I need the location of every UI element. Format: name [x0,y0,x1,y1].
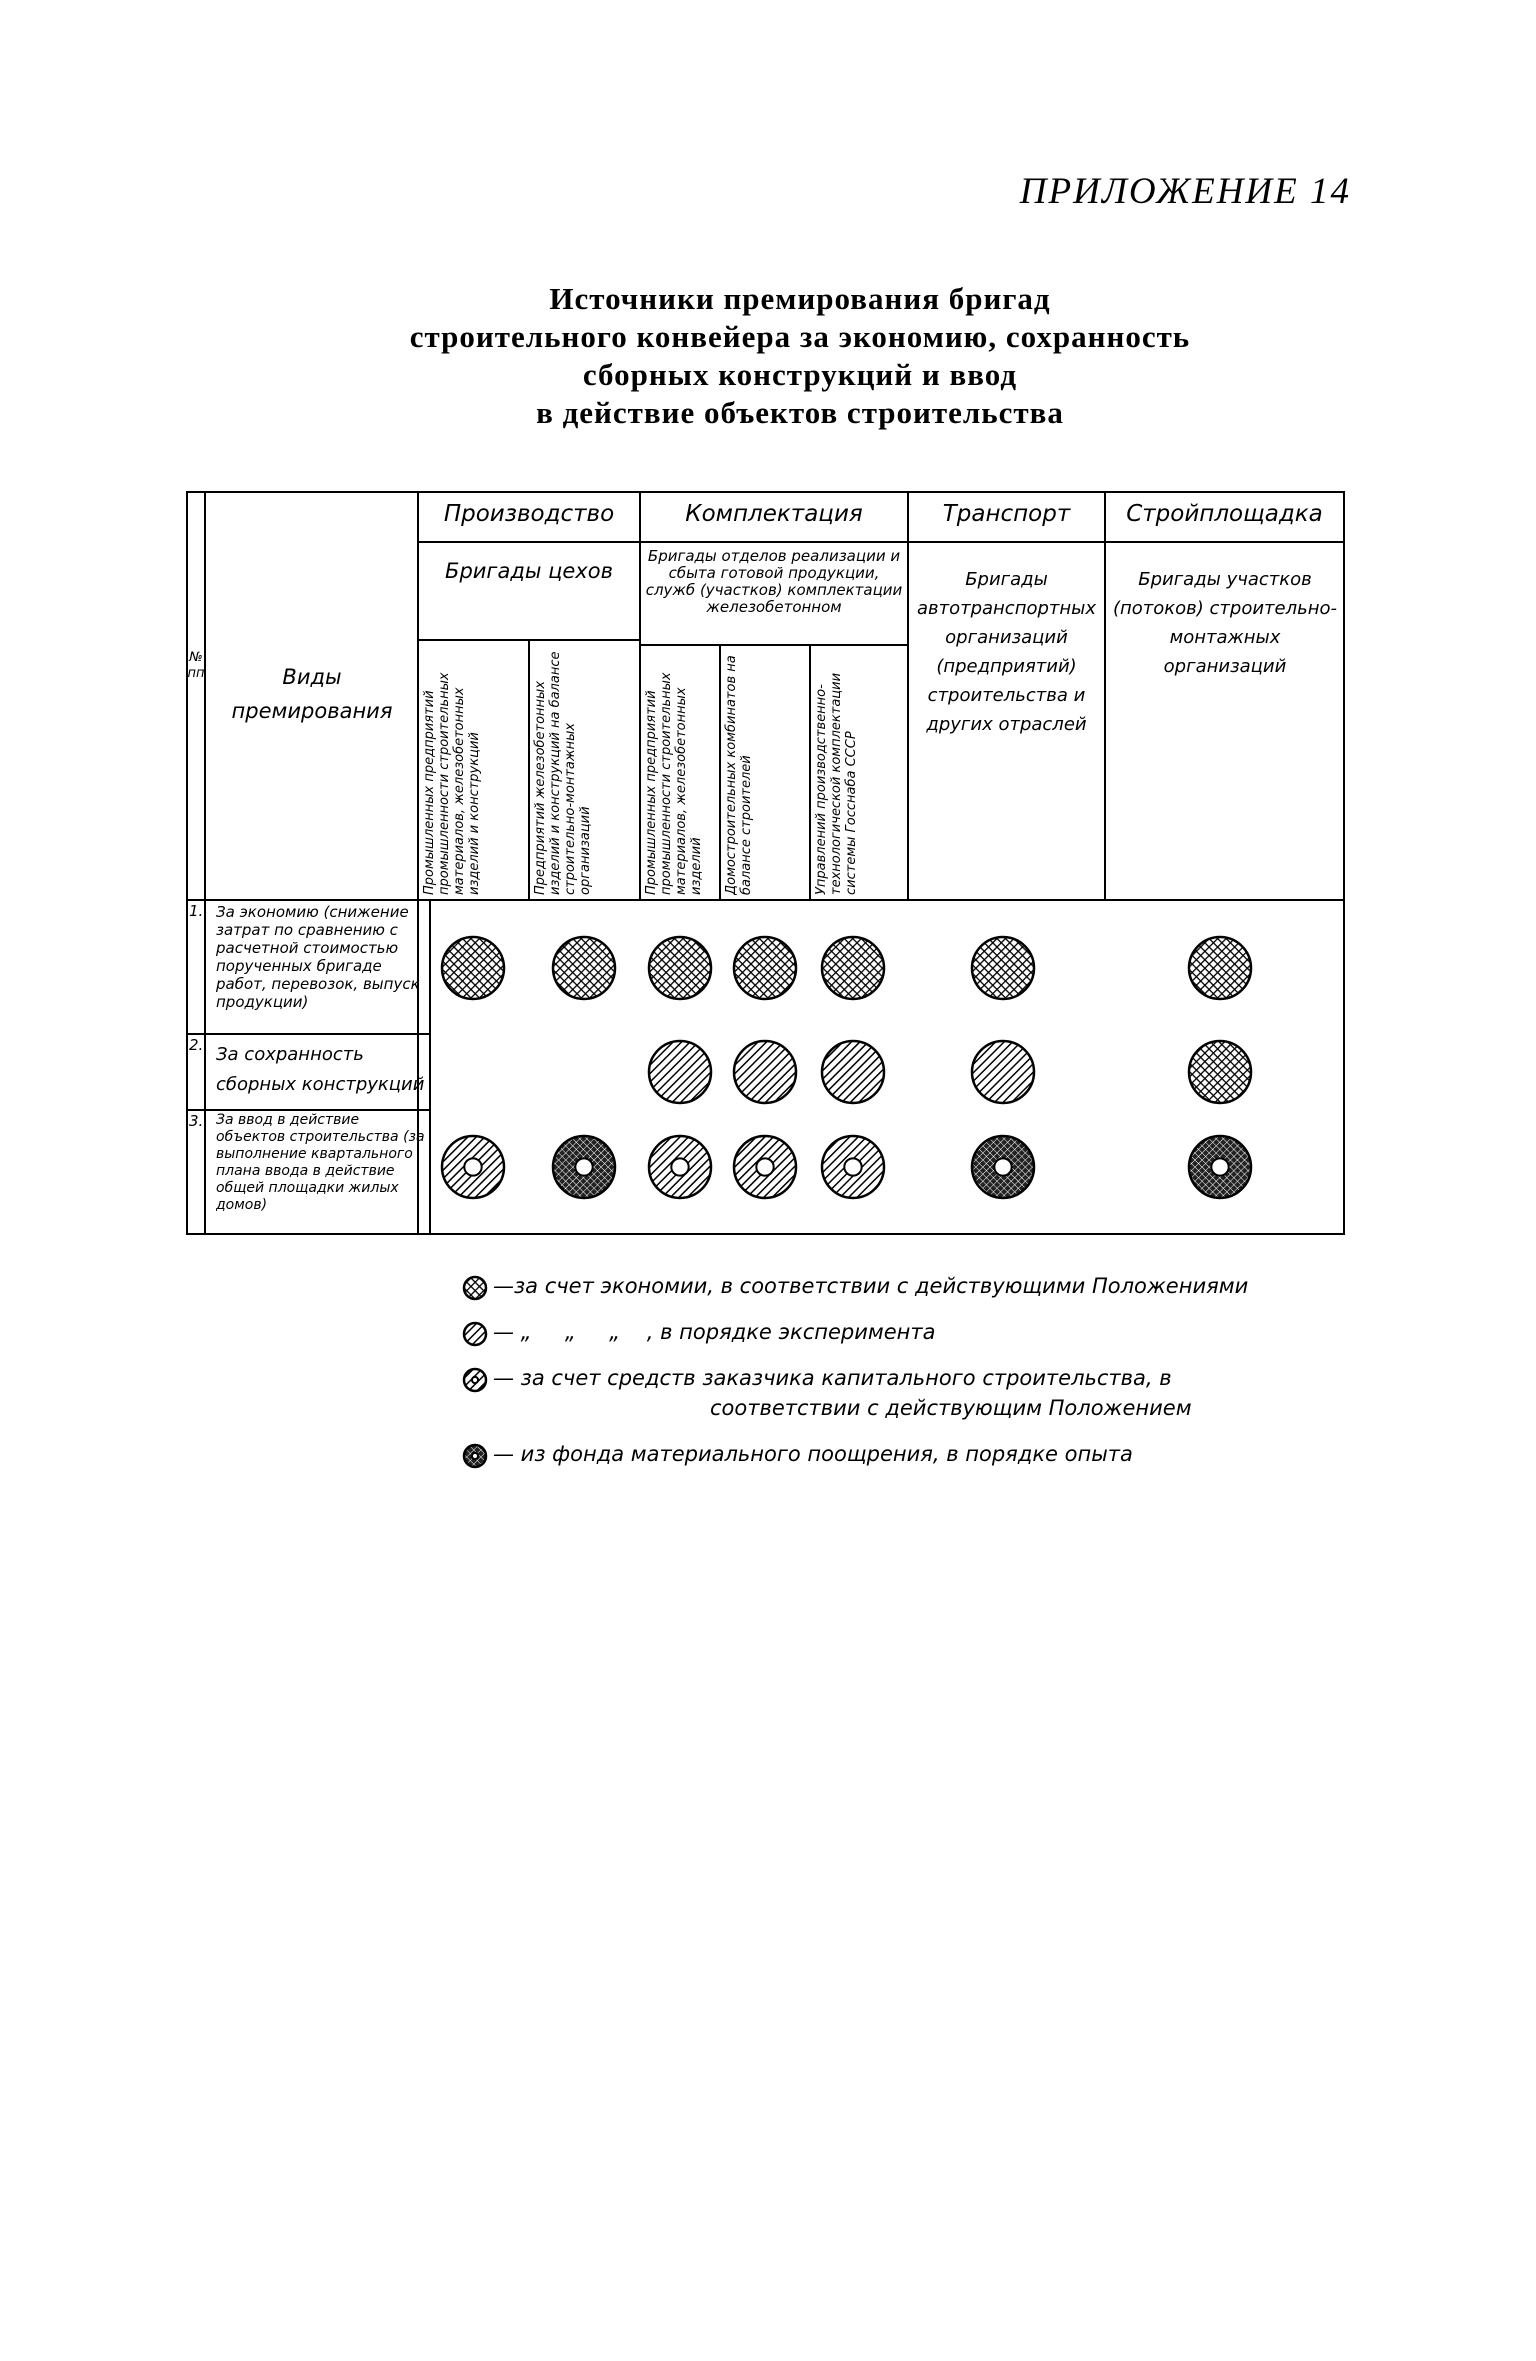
group-header-transport: Транспорт [942,503,1071,526]
subcolumn-header-5: Управлений производственно-технологической комплектации системы Госснаба СССР [814,672,859,895]
incentive-fund-mark [553,1136,615,1198]
subcolumn-header-2: Предприятий железобетонных изделий и конструкций на балансе строительно-монтажных организаций [533,651,593,895]
economy-mark [972,937,1034,999]
customer-funds-mark [442,1136,504,1198]
premium-marks [442,937,1251,1198]
customer-funds-mark [649,1136,711,1198]
group-header-site: Стройплощадка [1126,503,1323,526]
experiment-mark [972,1041,1034,1103]
title-line: Источники премирования бригад [549,281,1051,316]
row-label: За ввод в действие объектов строительства (за выполнение квартального плана ввода в действие общей площадки жилых домов) [216,1112,425,1213]
group-sub-production: Бригады цехов [445,559,613,583]
legend-item [710,1396,1192,1420]
legend-item [463,1442,1133,1466]
group-sub-completion: Бригады отделов реализации и сбыта готовой продукции, служб (участков) комплектации железобетонном [645,548,903,616]
legend-item [463,1274,1248,1298]
group-header-completion: Комплектация [685,503,863,526]
group-sub-transport: Бригады автотранспортных организаций (предприятий) строительства и других отраслей [916,569,1097,735]
subcolumn-header-3: Промышленных предприятий промышленности строительных материалов, железобетонных изделий [644,672,704,895]
legend-text: соответствии с действующим Положением [710,1396,1192,1420]
column-header-number: № пп [187,650,205,681]
appendix-label: ПРИЛОЖЕНИЕ 14 [1019,171,1351,212]
column-header-kinds: Виды премирования [231,665,393,723]
customer-funds-mark [822,1136,884,1198]
experiment-mark [649,1041,711,1103]
row-number: 2. [189,1037,204,1054]
economy-mark [1189,937,1251,999]
group-sub-site: Бригады участков (потоков) строительно-монтажных организаций [1112,569,1337,677]
experiment-mark [822,1041,884,1103]
legend-item [463,1320,936,1344]
economy-mark [553,937,615,999]
group-header-production: Производство [443,503,615,526]
legend-text: —за счет экономии, в соответствии с действующими Положениями [493,1274,1249,1298]
row-label: За сохранность сборных конструкций [216,1044,425,1095]
legend-text: — за счет средств заказчика капитального строительства, в [493,1366,1172,1390]
incentive-fund-mark [972,1136,1034,1198]
customer-funds-mark [734,1136,796,1198]
economy-mark [734,937,796,999]
row-number: 1. [189,903,204,920]
title-line: в действие объектов строительства [536,395,1064,430]
title-line: сборных конструкций и ввод [582,357,1018,392]
legend-text: — „ „ „ , в порядке эксперимента [493,1320,936,1344]
legend-text: — из фонда материального поощрения, в порядке опыта [493,1442,1133,1466]
experiment-mark [734,1041,796,1103]
subcolumn-header-1: Промышленных предприятий промышленности строительных материалов, железобетонных изделий и конструкций [422,672,482,895]
economy-mark [1189,1041,1251,1103]
legend-item [463,1366,1172,1390]
economy-mark [649,937,711,999]
row-number: 3. [189,1113,204,1130]
economy-mark [822,937,884,999]
subcolumn-header-4: Домостроительных комбинатов на балансе строителей [724,655,754,895]
incentive-fund-mark [1189,1136,1251,1198]
title-line: строительного конвейера за экономию, сохранность [409,319,1191,354]
row-label: За экономию (снижение затрат по сравнению с расчетной стоимостью порученных бригаде работ, перевозок, выпуск продукции) [216,903,420,1011]
economy-mark [442,937,504,999]
